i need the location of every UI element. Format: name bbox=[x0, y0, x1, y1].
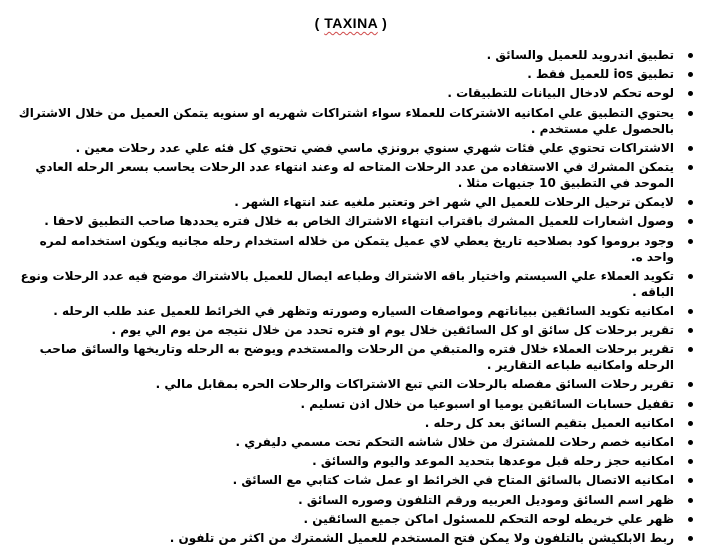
list-item: تقرير رحلات السائق مفصله بالرحلات التي تبع الاشتراكات والرحلات الحره بمقابل مالي . bbox=[0, 376, 702, 392]
list-item: الاشتراكات تحتوي علي فئات شهري سنوي برونزي ماسي فضي تحتوي كل فئه علي عدد رحلات معين . bbox=[0, 140, 702, 156]
list-item: امكانيه حجز رحله قبل موعدها بتحديد الموعد واليوم والسائق . bbox=[0, 453, 702, 469]
list-item: وجود بروموا كود بصلاحيه تاريخ يعطي لاي عميل يتمكن من خلاله استخدام رحله مجانيه ويكون استخدامه لمره واحد ه. bbox=[0, 233, 702, 265]
title-word: TAXINA bbox=[324, 15, 378, 31]
title-open-paren: ( bbox=[314, 15, 325, 31]
list-item: لوحه تحكم لادخال البيانات للتطبيقات . bbox=[0, 85, 702, 101]
list-item: تقرير برحلات العملاء خلال فتره والمتبقي من الرحلات والمستخدم ويوضح به الرحله وتاريخها والسائق صاحب الرحله وامكانيه طباعه التقارير . bbox=[0, 341, 702, 373]
list-item: تكويد العملاء علي السيستم واختيار باقه الاشتراك وطباعه ايصال للعميل بالاشتراك موضح فيه عدد الرحلات ونوع الباقه . bbox=[0, 268, 702, 300]
list-item: لايمكن ترحيل الرحلات للعميل الي شهر اخر وتعتبر ملغيه عند انتهاء الشهر . bbox=[0, 194, 702, 210]
list-item: تطبيق اندرويد للعميل والسائق . bbox=[0, 47, 702, 63]
list-item: ظهر علي خريطه لوحه التحكم للمسئول اماكن جميع السائقين . bbox=[0, 511, 702, 527]
list-item: تقرير برحلات كل سائق او كل السائقين خلال يوم او فتره تحدد من خلال نتيجه من يوم الي يوم . bbox=[0, 322, 702, 338]
title-close-paren: ) bbox=[377, 15, 388, 31]
feature-list bbox=[0, 47, 702, 549]
list-item: امكانيه الاتصال بالسائق المتاح في الخرائط او عمل شات كتابي مع السائق . bbox=[0, 472, 702, 488]
list-item: يتمكن المشرك في الاستفاده من عدد الرحلات المتاحه له وعند انتهاء عدد الرحلات يحاسب بسعر الرحله العادي الموحد في التطبيق 10 جنيهات مثلا . bbox=[0, 159, 702, 191]
document-title bbox=[0, 15, 702, 31]
list-item: امكانيه العميل بتقيم السائق بعد كل رحله . bbox=[0, 415, 702, 431]
list-item: وصول اشعارات للعميل المشرك باقتراب انتهاء الاشتراك الخاص به خلال فتره يحددها صاحب التطبيق لاحقا . bbox=[0, 213, 702, 229]
list-item: امكانيه خصم رحلات للمشترك من خلال شاشه التحكم تحت مسمي دليفري . bbox=[0, 434, 702, 450]
list-item: يحتوي التطبيق علي امكانيه الاشتركات للعملاء سواء اشتراكات شهريه او سنويه يتمكن العميل من خلال الاشتراك بالحصول علي مستخدم . bbox=[0, 105, 702, 137]
list-item: ظهر اسم السائق وموديل العربيه ورقم التلفون وصوره السائق . bbox=[0, 492, 702, 508]
list-item: تطبيق ios للعميل فقط . bbox=[0, 66, 702, 82]
list-item: ربط الابلكيشن بالتلفون ولا يمكن فتح المستخدم للعميل الشمترك من اكثر من تلفون . bbox=[0, 530, 702, 546]
list-item: امكانيه تكويد السائقين ببياناتهم ومواصفات السياره وصورته وتظهر في الخرائط للعميل عند طلب الرحله . bbox=[0, 303, 702, 319]
list-item: تقفيل حسابات السائقين يوميا او اسبوعيا من خلال اذن تسليم . bbox=[0, 396, 702, 412]
